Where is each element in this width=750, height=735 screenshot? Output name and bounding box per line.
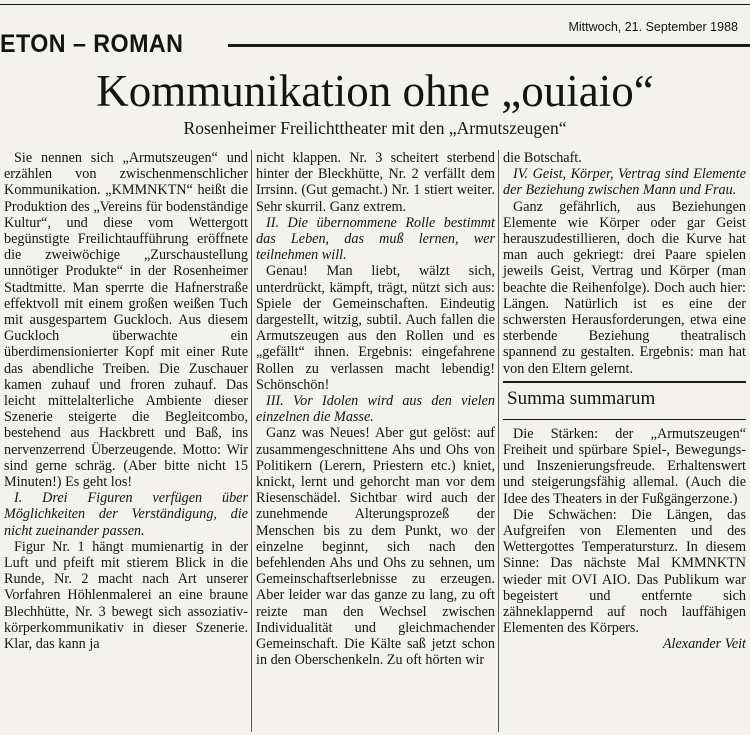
author-byline: Alexander Veit xyxy=(662,636,746,653)
column-divider xyxy=(498,150,499,732)
section-intro: I. Drei Figuren verfügen über Möglichkeiten der Verständigung, die nicht zueinander passen. xyxy=(4,490,248,539)
article-column-1 xyxy=(4,150,248,652)
article-headline: Kommunikation ohne „ouiaio“ xyxy=(96,66,654,116)
paragraph: die Botschaft. xyxy=(503,150,582,166)
column-divider xyxy=(251,150,252,732)
paragraph: Die Stärken: der „Armutszeugen“ Freiheit und spürbare Spiel-, Bewegungs- und Inszenierungsfreude. Erhaltenswert und steigerungsfähig allemal. (Auch die Idee des Theaters in der Fußgängerzone.) xyxy=(503,425,746,507)
section-intro: IV. Geist, Körper, Vertrag sind Elemente der Beziehung zwischen Mann und Frau. xyxy=(503,166,746,199)
article-subhead: Rosenheimer Freilichttheater mit den „Armutszeugen“ xyxy=(183,118,567,138)
issue-date: Mittwoch, 21. September 1988 xyxy=(568,20,738,34)
summary-rule-top xyxy=(503,381,746,383)
header-rule xyxy=(228,44,750,47)
summary-rule-bottom xyxy=(503,419,746,420)
paragraph: nicht klappen. Nr. 3 scheitert sterbend hinter der Bleckhütte, Nr. 2 verfällt dem Irrsinn. (Gut gemacht.) Nr. 1 stiert weiter. Sehr skurril. Ganz extrem. xyxy=(256,150,495,215)
top-rule xyxy=(0,4,750,5)
article-column-3 xyxy=(503,150,746,653)
paragraph: Die Schwächen: Die Längen, das Aufgreifen von Elementen und des Wettergottes Temperatursturz. In diesem Sinne: Das nächste Mal KMMNKTN wieder mit OVI AIO. Das Publikum war begeistert und entfernte sich zähneklappernd auf noch lauffähigen Elementen des Körpers. xyxy=(503,506,746,637)
paragraph: Figur Nr. 1 hängt mumienartig in der Luft und pfeift mit stierem Blick in die Runde, Nr. 2 macht nach Art unserer Vorfahren Höhlenmalerei an eine braune Blechhütte, Nr. 3 bewegt sich assoziativ-körperkommunikativ in dieser Szenerie. Klar, das kann ja xyxy=(4,538,248,653)
paragraph: Ganz was Neues! Aber gut gelöst: auf zusammengeschnittene Ahs und Ohs von Politikern (Lerern, Priestern etc.) kniet, knickt, lernt und gehorcht man vor dem Riesenschädel. Sichtbar wird auch der zunehmende Alterungsprozeß der Menschen bis zu dem Punkt, wo der einzelne beginnt, sich nach den befehlenden Ahs und Ohs zu sehnen, um Gemeinschaftserlebnisse zu erzeugen. Aber leider war das ganze zu lang, zu oft reizte man den Wechsel zwischen Individualität und gleichmachender Gemeinschaft. Die Kälte saß jetzt schon in den Oberschenkeln. Zu oft hörten wir xyxy=(256,425,495,669)
summary-heading: Summa summarum xyxy=(507,387,656,409)
section-title: ETON – ROMAN xyxy=(0,30,184,58)
article-column-2 xyxy=(256,150,495,669)
paragraph: Ganz gefährlich, aus Beziehungen Elemente wie Körper oder gar Geist herauszudestillieren, doch die Kurve hat man auch gekriegt: drei Paare spielen jeweils Geist, Vertrag und Körper (man beachte die Reihenfolge). Doch auch hier: Längen. Natürlich ist es eine der schwersten Herausforderungen, etwa eine sterbende Beziehung theatralisch spannend zu gestalten. Ergebnis: man hat von den Eltern gelernt. xyxy=(503,198,746,377)
paragraph: Sie nennen sich „Armutszeugen“ und erzählen von zwischenmenschlicher Kommunikation. „KMMNKTN“ heißt die Produktion des „Vereins für bodenständige Kultur“, und diese vom Wettergott begünstigte Freilichtaufführung eröffnete die zweiwöchige „Zurschaustellung unnötiger Produkte“ in der Rosenheimer Stadtmitte. Man sperrte die Hafnerstraße effektvoll mit einem großen weißen Tuch mit ausgespartem Guckloch. Aus diesem Guckloch überwachte ein überdimensionierter Kopf mit einer Rute das abendliche Treiben. Die Zuschauer kamen zuhauf und froren zuhauf. Das leicht mittelalterliche Ambiente dieser Szenerie steigerte die Begleitcombo, bestehend aus Hackbrett und Baß, ins nervenzerrend Überzeugende. Motto: Wir sind gerne schräg. (Aber bitte nicht 15 Minuten!) Es geht los! xyxy=(4,150,248,491)
section-intro: III. Vor Idolen wird aus den vielen einzelnen die Masse. xyxy=(256,393,495,426)
section-intro: II. Die übernommene Rolle bestimmt das Leben, das muß lernen, wer teilnehmen will. xyxy=(256,214,495,264)
paragraph: Genau! Man liebt, wälzt sich, unterdrückt, kämpft, trägt, nützt sich aus: Spiele der Gemeinschaften. Eindeutig dargestellt, witzig, subtil. Auch fallen die Armutszeugen aus den Rollen und es „gefällt“ ihnen. Ergebnis: eingefahrene Rollen zu verlassen macht lebendig! Schönschön! xyxy=(256,263,495,393)
